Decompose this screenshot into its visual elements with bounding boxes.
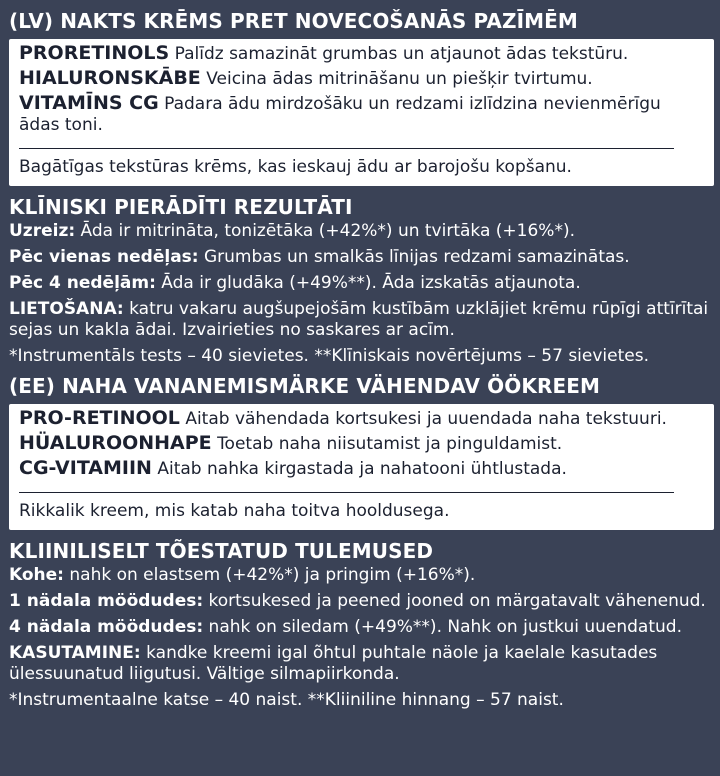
ee-result-3-label: 4 nädala möödudes:	[9, 617, 204, 637]
lv-usage	[9, 299, 714, 341]
ee-footnote: *Instrumentaalne katse – 40 naist. **Kliiniline hinnang – 57 naist.	[9, 690, 564, 710]
lv-ingredient-3-text: Padara ādu mirdzošāku un redzami izlīdzina nevienmērīgu ādas toni.	[19, 94, 661, 135]
ee-ingredient-3	[19, 458, 704, 480]
ee-ingredient-1	[19, 408, 704, 430]
lv-result-2	[9, 247, 714, 268]
lv-title: (LV) NAKTS KRĒMS PRET NOVECOŠANĀS PAZĪMĒM	[9, 9, 578, 33]
lv-result-1	[9, 221, 714, 242]
lv-result-3-label: Pēc 4 nedēļām:	[9, 273, 156, 293]
ee-result-2-text: kortsukesed ja peened jooned on märgatavalt vähenenud.	[208, 591, 706, 611]
ee-result-1-label: Kohe:	[9, 565, 64, 585]
ee-ingredient-1-text: Aitab vähendada kortsukesi ja uuendada naha tekstuuri.	[185, 409, 667, 429]
lv-ingredient-1-name: PRORETINOLS	[19, 42, 170, 64]
lv-result-1-label: Uzreiz:	[9, 221, 76, 241]
lv-usage-text: katru vakaru augšupejošām kustībām uzklājiet krēmu rūpīgi attīrītai sejas un kakla ādai. Izvairieties no saskares ar acīm.	[9, 299, 709, 340]
lv-ingredient-1-text: Palīdz samazināt grumbas un atjaunot ādas tekstūru.	[174, 44, 629, 64]
lv-ingredient-2	[19, 68, 704, 90]
lv-usage-label: LIETOŠANA:	[9, 299, 124, 319]
ee-usage	[9, 643, 714, 685]
ee-ingredient-3-text: Aitab nahka kirgastada ja nahatooni ühtlustada.	[157, 459, 567, 479]
ee-ingredient-1-name: PRO-RETINOOL	[19, 407, 180, 429]
lv-result-1-text: Āda ir mitrināta, tonizētāka (+42%*) un tvirtāka (+16%*).	[80, 221, 575, 241]
lv-result-2-text: Grumbas un smalkās līnijas redzami samazinātas.	[204, 247, 630, 267]
ee-result-1-text: nahk on elastsem (+42%*) ja pringim (+16%*).	[69, 565, 476, 585]
lv-result-2-label: Pēc vienas nedēļas:	[9, 247, 199, 267]
lv-ingredient-3-name: VITAMĪNS CG	[19, 92, 159, 114]
ee-results	[9, 565, 714, 711]
lv-divider	[19, 148, 674, 149]
lv-footnote: *Instrumentāls tests – 40 sievietes. **Klīniskais novērtējums – 57 sievietes.	[9, 346, 649, 366]
lv-result-3-text: Āda ir gludāka (+49%**). Āda izskatās atjaunota.	[161, 273, 581, 293]
ee-ingredient-3-name: CG-VITAMIIN	[19, 457, 152, 479]
lv-ingredient-2-name: HIALURONSKĀBE	[19, 67, 201, 89]
lv-ingredient-1	[19, 43, 704, 65]
ee-ingredient-2	[19, 433, 704, 455]
lv-ingredient-2-text: Veicina ādas mitrināšanu un piešķir tvirtumu.	[206, 69, 593, 89]
ee-result-3	[9, 617, 714, 638]
ee-title: (EE) NAHA VANANEMISMÄRKE VÄHENDAV ÖÖKREEM	[9, 374, 600, 398]
ee-ingredient-2-text: Toetab naha niisutamist ja pinguldamist.	[217, 434, 563, 454]
ee-ingredients-box	[9, 404, 714, 530]
lv-ingredients-box	[9, 39, 714, 186]
lv-results-title: KLĪNISKI PIERĀDĪTI REZULTĀTI	[9, 195, 353, 219]
ee-result-3-text: nahk on siledam (+49%**). Nahk on justkui uuendatud.	[208, 617, 682, 637]
ee-result-2	[9, 591, 714, 612]
ee-result-1	[9, 565, 714, 586]
ee-description: Rikkalik kreem, mis katab naha toitva hooldusega.	[19, 501, 450, 521]
lv-ingredient-3	[19, 93, 704, 136]
ee-results-title: KLIINILISELT TÕESTATUD TULEMUSED	[9, 539, 434, 563]
ee-usage-text: kandke kreemi igal õhtul puhtale näole ja kaelale kasutades ülessuunatud liigutusi. Vältige silmapiirkonda.	[9, 643, 658, 684]
ee-result-2-label: 1 nädala möödudes:	[9, 591, 204, 611]
lv-result-3	[9, 273, 714, 294]
lv-results	[9, 221, 714, 367]
lv-description: Bagātīgas tekstūras krēms, kas ieskauj ādu ar barojošu kopšanu.	[19, 157, 572, 177]
ee-usage-label: KASUTAMINE:	[9, 643, 141, 663]
ee-ingredient-2-name: HÜALUROONHAPE	[19, 432, 212, 454]
ee-divider	[19, 492, 674, 493]
